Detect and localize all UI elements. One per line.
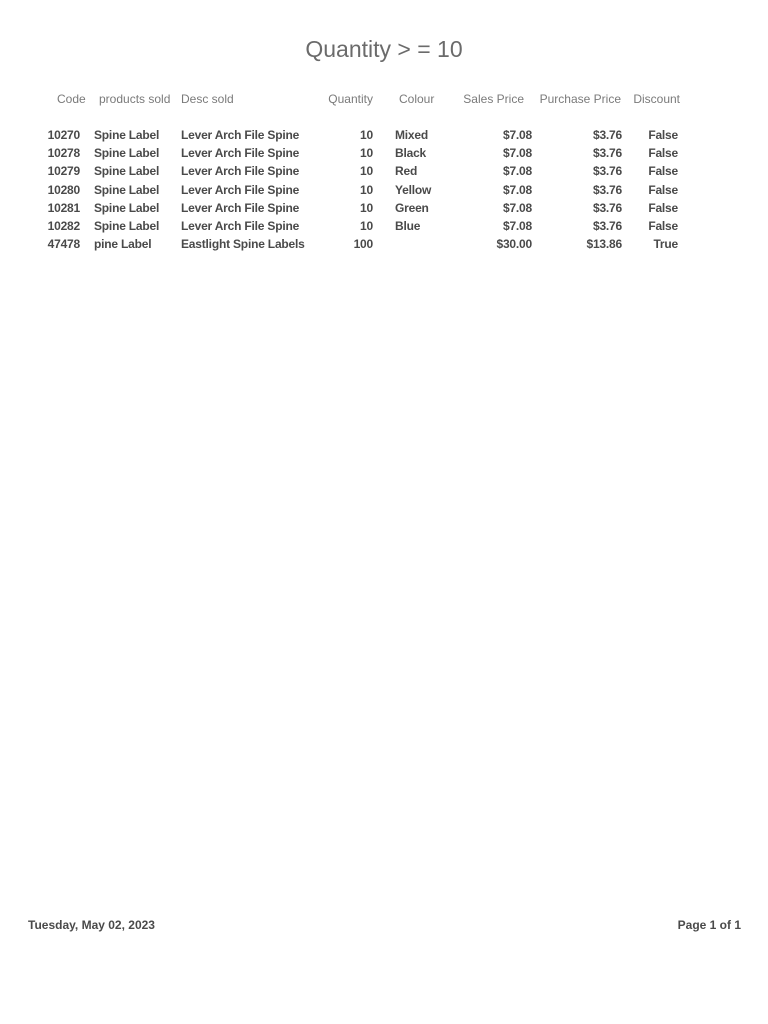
cell-quantity: 10: [360, 164, 373, 179]
cell-code: 10282: [47, 218, 80, 233]
cell-desc-sold: Lever Arch File Spine: [181, 128, 300, 142]
cell-quantity: 10: [360, 146, 373, 161]
report-title: Quantity > = 10: [305, 36, 463, 62]
table-row: [0, 146, 768, 164]
cell-discount: False: [648, 182, 678, 197]
footer-page-number: Page 1 of 1: [677, 918, 741, 932]
cell-purchase-price: $3.76: [592, 182, 622, 197]
column-header-desc-sold: Desc sold: [181, 92, 234, 106]
cell-purchase-price: $3.76: [592, 146, 622, 161]
cell-code: 47478: [47, 237, 80, 252]
cell-sales-price: $7.08: [502, 200, 532, 215]
table-row: [0, 201, 768, 219]
cell-quantity: 10: [360, 218, 373, 233]
cell-products-sold: Spine Label: [94, 146, 160, 161]
cell-purchase-price: $3.76: [592, 200, 622, 215]
cell-purchase-price: $3.76: [592, 218, 622, 233]
cell-code: 10281: [47, 200, 80, 215]
column-header-discount: Discount: [633, 92, 680, 106]
cell-discount: False: [648, 218, 678, 233]
cell-sales-price: $7.08: [502, 164, 532, 179]
cell-colour: Green: [395, 200, 429, 215]
cell-colour: Red: [395, 164, 418, 179]
column-header-purchase-price: Purchase Price: [539, 92, 621, 106]
cell-sales-price: $7.08: [502, 146, 532, 161]
column-header-quantity: Quantity: [328, 92, 373, 106]
cell-discount: False: [648, 128, 678, 142]
cell-products-sold: Spine Label: [94, 182, 160, 197]
cell-sales-price: $7.08: [502, 128, 532, 142]
footer-date: Tuesday, May 02, 2023: [28, 918, 155, 932]
column-header-sales-price: Sales Price: [463, 92, 524, 106]
cell-code: 10279: [47, 164, 80, 179]
cell-sales-price: $7.08: [502, 218, 532, 233]
table-row: [0, 219, 768, 237]
cell-code: 10270: [47, 128, 80, 142]
column-header-colour: Colour: [399, 92, 435, 106]
cell-products-sold: Spine Label: [94, 218, 160, 233]
cell-products-sold: pine Label: [94, 237, 152, 252]
cell-purchase-price: $3.76: [592, 128, 622, 142]
cell-code: 10280: [47, 182, 80, 197]
cell-purchase-price: $13.86: [586, 237, 622, 252]
cell-products-sold: Spine Label: [94, 128, 160, 142]
cell-desc-sold: Lever Arch File Spine: [181, 182, 300, 197]
cell-discount: False: [648, 164, 678, 179]
cell-quantity: 10: [360, 182, 373, 197]
cell-colour: Yellow: [395, 182, 432, 197]
cell-products-sold: Spine Label: [94, 200, 160, 215]
column-header-row: [0, 92, 768, 110]
cell-code: 10278: [47, 146, 80, 161]
cell-colour: Mixed: [395, 128, 429, 142]
cell-desc-sold: Lever Arch File Spine: [181, 218, 300, 233]
table-row: [0, 128, 768, 146]
cell-sales-price: $7.08: [502, 182, 532, 197]
cell-desc-sold: Lever Arch File Spine: [181, 200, 300, 215]
cell-desc-sold: Lever Arch File Spine: [181, 164, 300, 179]
cell-desc-sold: Lever Arch File Spine: [181, 146, 300, 161]
column-header-products-sold: products sold: [99, 92, 171, 106]
table-row: [0, 237, 768, 255]
column-header-code: Code: [57, 92, 86, 106]
cell-purchase-price: $3.76: [592, 164, 622, 179]
cell-desc-sold: Eastlight Spine Labels: [181, 237, 305, 252]
cell-discount: False: [648, 146, 678, 161]
cell-discount: False: [648, 200, 678, 215]
cell-quantity: 10: [360, 128, 373, 142]
table-row: [0, 164, 768, 182]
cell-products-sold: Spine Label: [94, 164, 160, 179]
cell-colour: Black: [395, 146, 427, 161]
cell-quantity: 10: [360, 200, 373, 215]
cell-sales-price: $30.00: [496, 237, 532, 252]
cell-colour: Blue: [395, 218, 421, 233]
cell-quantity: 100: [353, 237, 373, 252]
cell-discount: True: [653, 237, 678, 252]
table-row: [0, 183, 768, 201]
report-table-body: [0, 128, 768, 255]
